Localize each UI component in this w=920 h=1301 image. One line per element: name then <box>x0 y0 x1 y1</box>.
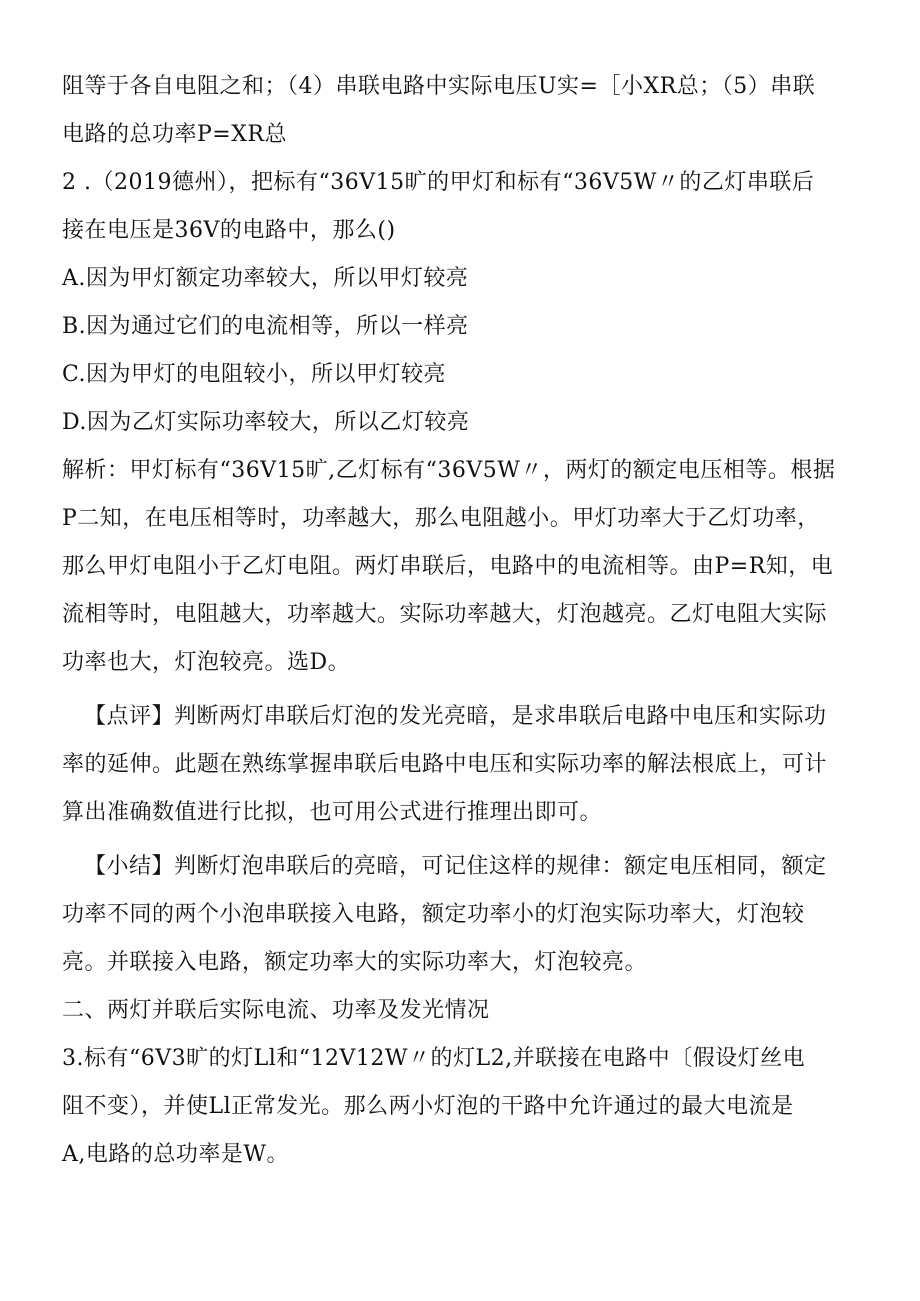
comment-line: 【点评】判断两灯串联后灯泡的发光亮暗，是求串联后电路中电压和实际功 <box>84 704 827 729</box>
text-line: 接在电压是36V的电路中，那么() <box>62 218 396 243</box>
option-b: B.因为通过它们的电流相等，所以一样亮 <box>62 314 469 339</box>
text-line: 那么甲灯电阻小于乙灯电阻。两灯串联后，电路中的电流相等。由P=R知，电 <box>62 554 834 579</box>
option-d: D.因为乙灯实际功率较大，所以乙灯较亮 <box>62 410 470 435</box>
text-line: 流相等时，电阻越大，功率越大。实际功率越大，灯泡越亮。乙灯电阻大实际 <box>62 602 828 627</box>
section-heading: 二、两灯并联后实际电流、功率及发光情况 <box>62 998 490 1023</box>
text-line: 功率不同的两个小泡串联接入电路，额定功率小的灯泡实际功率大，灯泡较 <box>62 902 805 927</box>
text-line: 算出准确数值进行比拟，也可用公式进行推理出即可。 <box>62 800 603 825</box>
text-line: 阻等于各自电阻之和；（4）串联电路中实际电压U实=［小XR总；（5）串联 <box>62 74 816 99</box>
analysis-line: 解析：甲灯标有“36V15旷,乙灯标有“36V5W〃，两灯的额定电压相等。根据 <box>62 458 836 483</box>
summary-line: 【小结】判断灯泡串联后的亮暗，可记住这样的规律：额定电压相同，额定 <box>84 854 827 879</box>
question-3-line: 3.标有“6V3旷的灯Ll和“12V12W〃的灯L2,并联接在电路中〔假设灯丝电 <box>62 1046 806 1071</box>
text-line: P二知，在电压相等时，功率越大，那么电阻越小。甲灯功率大于乙灯功率， <box>62 506 820 531</box>
question-2-line: 2 .（2019德州），把标有“36V15旷的甲灯和标有“36V5W〃的乙灯串联后 <box>62 170 815 195</box>
option-a: A.因为甲灯额定功率较大，所以甲灯较亮 <box>62 266 469 291</box>
option-c: C.因为甲灯的电阻较小，所以甲灯较亮 <box>62 362 447 387</box>
text-line: 功率也大，灯泡较亮。选D。 <box>62 650 351 675</box>
text-line: 率的延伸。此题在熟练掌握串联后电路中电压和实际功率的解法根底上，可计 <box>62 752 828 777</box>
text-line: 亮。并联接入电路，额定功率大的实际功率大，灯泡较亮。 <box>62 950 648 975</box>
text-line: A,电路的总功率是W。 <box>62 1142 289 1167</box>
text-line: 阻不变），并使Ll正常发光。那么两小灯泡的干路中允许通过的最大电流是 <box>62 1094 794 1119</box>
text-line: 电路的总功率P=XR总 <box>62 122 287 147</box>
